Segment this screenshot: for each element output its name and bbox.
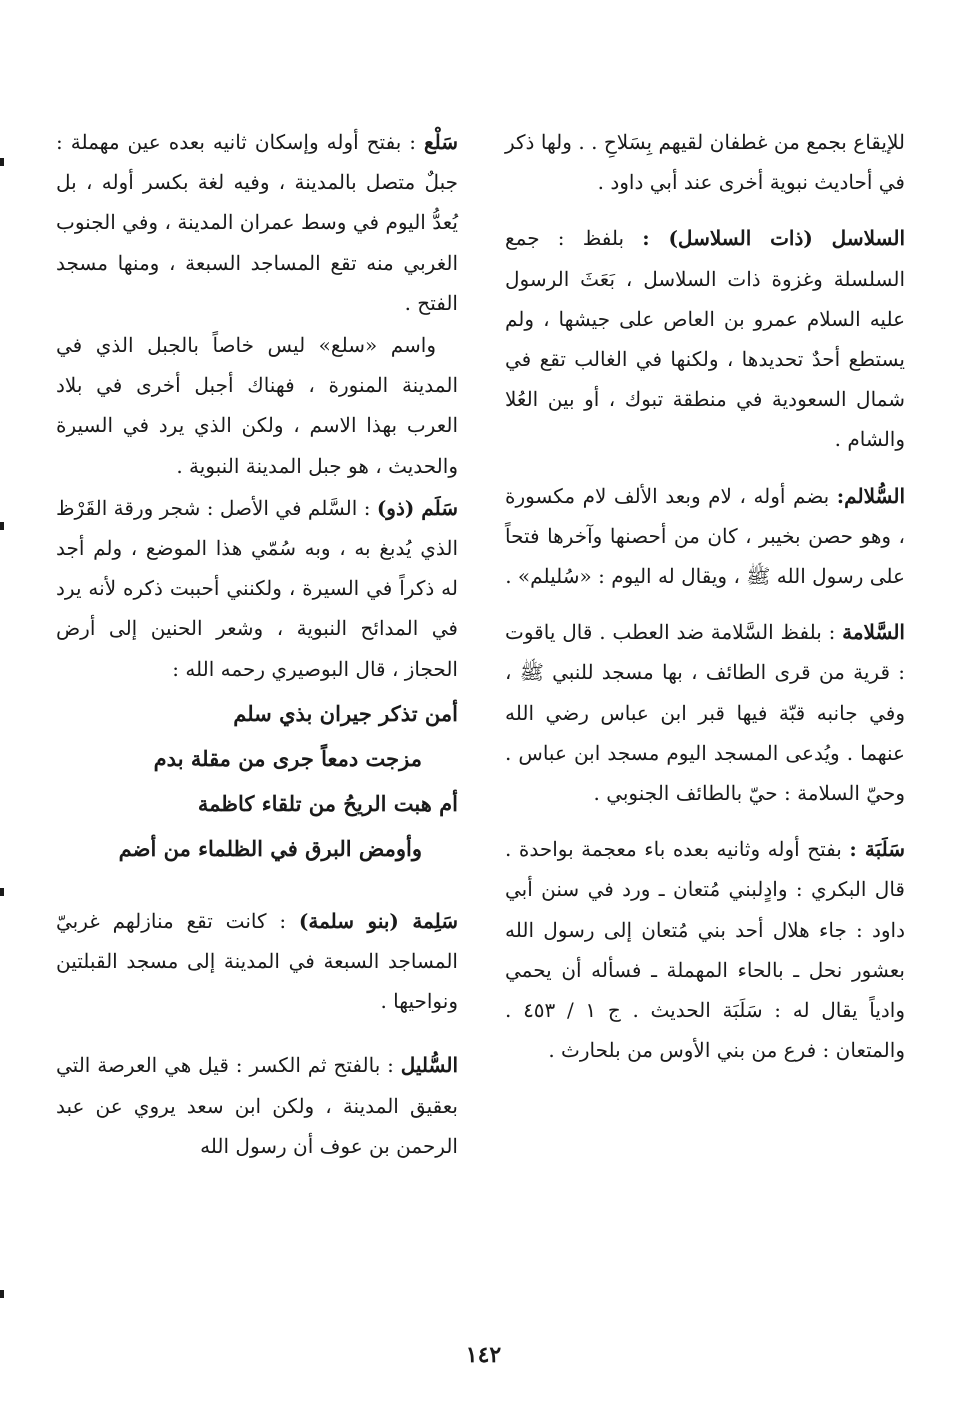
entry-salama xyxy=(505,612,905,813)
intro-text: للإيقاع بجمع من غطفان لقيهم بِسَلاحِ . . ولها ذكر في أحاديث نبوية أخرى عند أبي داود . xyxy=(505,130,905,195)
entry-sulalim xyxy=(505,476,905,597)
entry-sal xyxy=(56,122,458,323)
intro-paragraph xyxy=(505,122,905,202)
entry-text: : كانت تقع منازلهم غربيّ المساجد السبعة في المدينة إلى مسجد القبلتين ونواحيها . xyxy=(56,908,458,1014)
entry-salima xyxy=(56,901,458,1022)
entry-sulail xyxy=(56,1045,458,1166)
margin-mark xyxy=(0,158,4,166)
entry-text: بفتح أوله وثانيه بعده باء معجمة بواحدة . قال البكري : وادٍلبني مُتعان ـ ورد في سنن أبي داود : جاء هلال أحد بني مُتعان إلى رسول الله بعشور نحل ـ بالحاء المهملة ـ فسأله أن يحمي وادياً يقال له : سَلَبَة الحديث . ج ١ / ٤٥٣ . والمتعان : فرع من بني الأوس من بلحارث . xyxy=(505,837,906,1063)
entry-text: : بفتح أوله وإسكان ثانيه بعده عين مهملة : جبلٌ متصل بالمدينة ، وفيه لغة بكسر أوله ، بل يُعدُّ اليوم في وسط عمران المدينة ، وفي الجنوب الغربي منه تقع المساجد السبعة ، ومنها مسجد الفتح . xyxy=(56,130,458,315)
entry-heading: سَلِمة (بنو سلمة) xyxy=(298,908,458,933)
margin-mark xyxy=(0,888,4,896)
entry-heading: سَلَم (ذو) xyxy=(376,495,458,520)
poem-verse: أم هبت الريحُ من تلقاء كاظمة xyxy=(197,790,458,816)
entry-heading: السُّلالم: xyxy=(836,483,905,508)
entry-sal-continuation xyxy=(56,325,458,486)
entry-heading: السَّلامة xyxy=(842,620,905,645)
entry-text: بلفظ : جمع السلسلة وغزوة ذات السلاسل ، بَعَثَ الرسول عليه السلام عمرو بن العاص على جيشها ، ولم يستطع أحدٌ تحديدها ، ولكنها في الغالب تقع في شمال السعودية في منطقة تبوك ، أو بين العُلا والشام . xyxy=(505,226,905,452)
entry-text: واسم «سلع» ليس خاصاً بالجبل الذي في المدينة المنورة ، فهناك أجبل أخرى في بلاد العرب بهذا الاسم ، ولكن الذي يرد في السيرة والحديث ، هو جبل المدينة النبوية . xyxy=(56,333,458,478)
page-number: ١٤٢ xyxy=(465,1342,502,1368)
entry-salaba xyxy=(505,829,905,1070)
entry-heading: السُّليل xyxy=(400,1053,458,1078)
poem-verses xyxy=(56,691,458,871)
margin-mark xyxy=(0,1290,4,1298)
entry-salasil xyxy=(505,218,905,459)
margin-mark xyxy=(0,522,4,530)
entry-text: : بلفظ السَّلامة ضد العطب . قال ياقوت : قرية من قرى الطائف ، بها مسجد للنبي ﷺ ، وفي جانبه قبّة فيها قبر ابن عباس رضي الله عنهما . ويُدعى المسجد اليوم مسجد ابن عباس . وحيّ السلامة : حيّ بالطائف الجنوبي . xyxy=(505,620,905,806)
entry-salam xyxy=(56,488,458,689)
entry-text: بضم أوله ، لام وبعد الألف لام مكسورة ، وهو حصن بخيبر ، كان من أحصنها وآخرها فتحاً على رسول الله ﷺ ، ويقال له اليوم : «سُليلم» . xyxy=(505,483,905,589)
entry-heading: سَلْع xyxy=(423,130,458,154)
entry-text: : بالفتح ثم الكسر : قيل هي العرصة التي بعقيق المدينة ، ولكن ابن سعد يروي عن عبد الرحمن بن عوف أن رسول الله xyxy=(56,1053,458,1158)
poem-verse: وأومض البرق في الظلماء من أضم xyxy=(118,835,422,861)
entry-text: : السَّلم في الأصل : شجر ورقة القَرْظ الذي يُدبغ به ، وبه سُمّي هذا الموضع ، ولم أجد له ذكراً في السيرة ، ولكنني أحببت ذكره لأنه يرد في المدائح النبوية ، وشعر الحنين إلى أرض الحجاز ، قال البوصيري رحمه الله : xyxy=(56,495,458,681)
right-column xyxy=(505,122,905,1086)
left-column xyxy=(56,122,458,1182)
entry-heading: السلاسل (ذات السلاسل) : xyxy=(642,226,905,251)
poem-verse: مزجت دمعاً جرى من مقلة بدم xyxy=(153,745,422,771)
entry-heading: سَلَبَة : xyxy=(849,837,905,862)
poem-verse: أمن تذكر جيران بذي سلم xyxy=(233,700,458,726)
